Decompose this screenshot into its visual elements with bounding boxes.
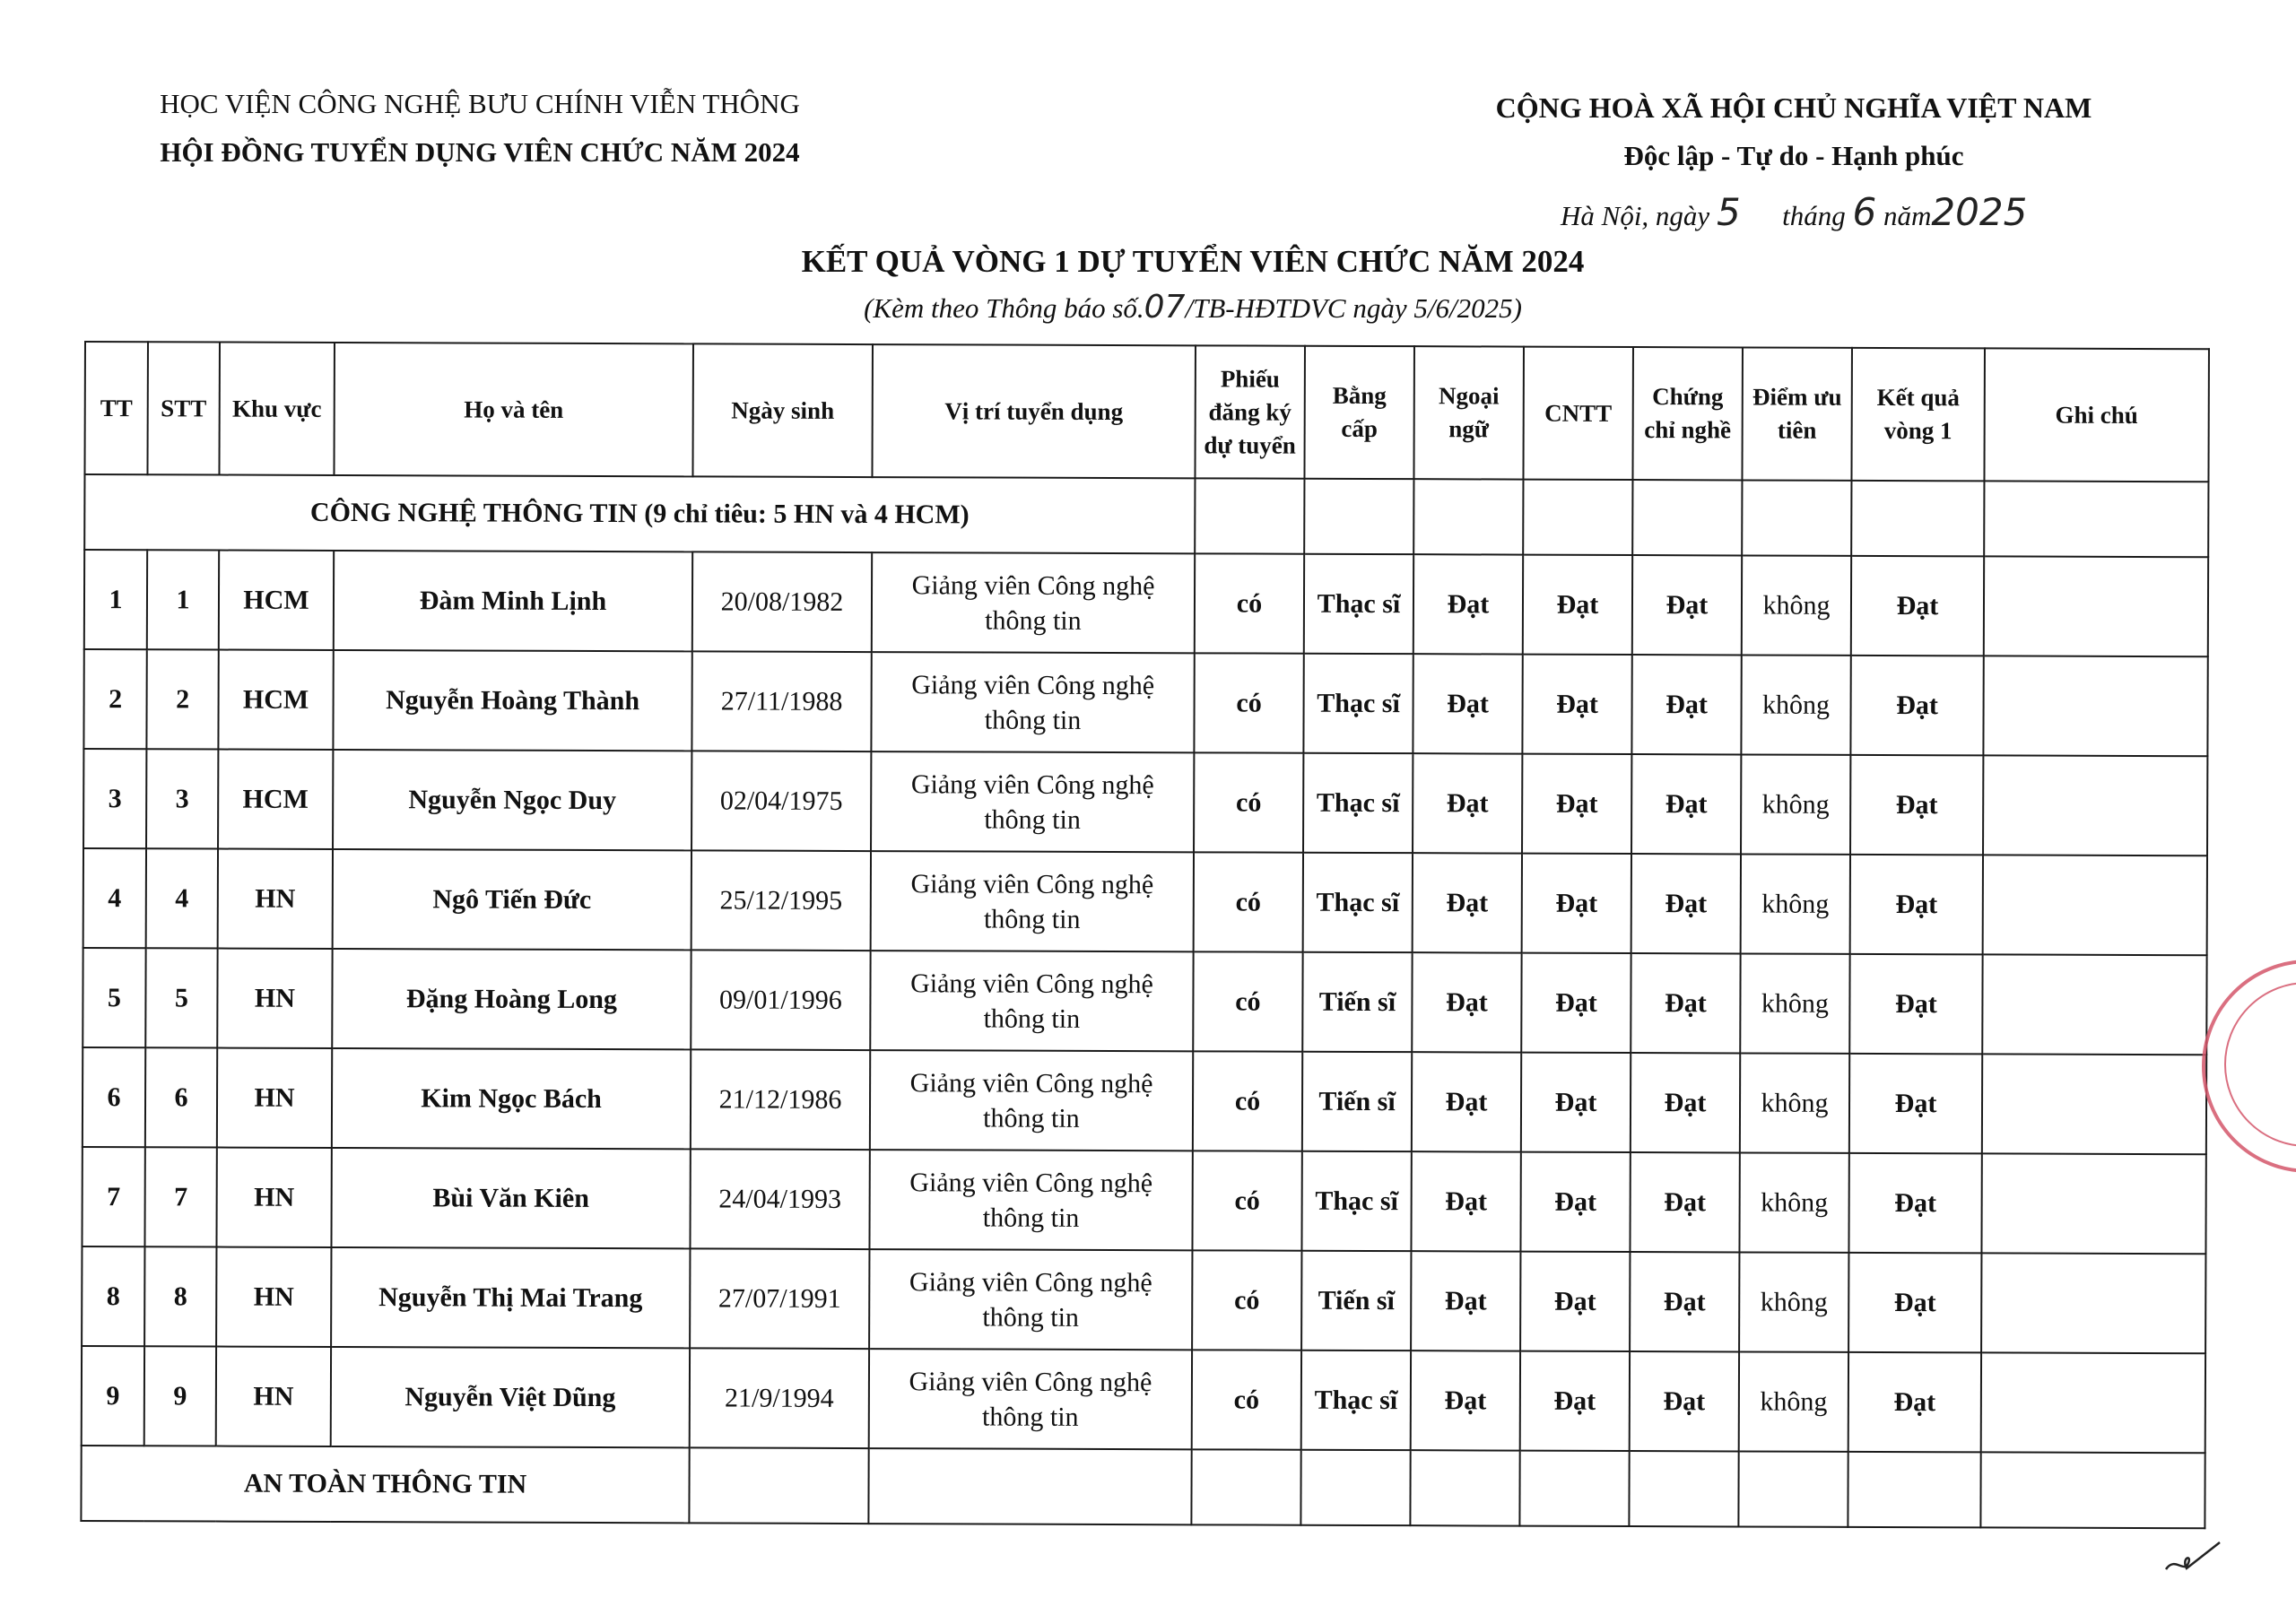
cell-note xyxy=(1983,855,2207,955)
position-line2: thông tin xyxy=(983,1003,1081,1034)
cell-certificate: Đạt xyxy=(1631,655,1741,754)
cell-position xyxy=(869,1249,1192,1350)
cell-result: Đạt xyxy=(1850,656,1983,756)
col-it: CNTT xyxy=(1523,347,1633,480)
position-line2: thông tin xyxy=(982,1203,1080,1233)
cell-name: Nguyễn Ngọc Duy xyxy=(333,750,691,850)
notice-number: 07 xyxy=(1144,289,1186,326)
position-line2: thông tin xyxy=(981,1402,1079,1432)
position-line2: thông tin xyxy=(982,1302,1080,1333)
col-certificate-l1: Chứng xyxy=(1652,383,1724,411)
cell-certificate: Đạt xyxy=(1631,854,1741,953)
cell-degree: Tiến sĩ xyxy=(1302,952,1412,1052)
cell-it: Đạt xyxy=(1522,754,1631,854)
cell-certificate: Đạt xyxy=(1631,953,1740,1053)
cell-position xyxy=(869,1349,1192,1449)
cell-region: HCM xyxy=(219,551,334,650)
cell-note xyxy=(1983,755,2207,855)
cell-language: Đạt xyxy=(1413,853,1522,952)
cell-it: Đạt xyxy=(1520,1252,1630,1351)
table-row xyxy=(84,550,2208,656)
results-table xyxy=(80,341,2210,1529)
cell-region: HN xyxy=(216,1148,331,1247)
table-row xyxy=(83,649,2207,756)
cell-degree: Thạc sĩ xyxy=(1303,853,1413,952)
date-prefix: Hà Nội, ngày xyxy=(1561,200,1710,231)
col-certificate xyxy=(1632,347,1743,480)
cell-degree: Thạc sĩ xyxy=(1301,1350,1411,1450)
cell-tt: 4 xyxy=(83,848,146,948)
cell-result: Đạt xyxy=(1848,1153,1981,1254)
cell-form: có xyxy=(1193,951,1302,1051)
table-row xyxy=(83,948,2206,1055)
cell-form: có xyxy=(1193,1051,1302,1151)
cell-it: Đạt xyxy=(1521,953,1631,1053)
cell-name: Ngô Tiến Đức xyxy=(333,849,691,950)
cell-note xyxy=(1983,656,2207,756)
position-line1: Giảng viên Công nghệ xyxy=(910,968,1153,999)
cell-it: Đạt xyxy=(1522,854,1631,953)
table-row xyxy=(82,1346,2205,1453)
section-title: AN TOÀN THÔNG TIN xyxy=(81,1446,689,1523)
cell-priority: không xyxy=(1740,953,1849,1053)
col-result-l2: vòng 1 xyxy=(1883,417,1952,445)
cell-tt: 7 xyxy=(82,1147,144,1246)
cell-degree: Thạc sĩ xyxy=(1303,654,1413,753)
cell-language: Đạt xyxy=(1412,1052,1521,1151)
col-form-l2: đăng ký xyxy=(1208,397,1292,426)
col-result xyxy=(1851,348,1985,482)
subtitle-suffix: /TB-HĐTDVC ngày 5/6/2025) xyxy=(1185,292,1522,324)
cell-tt: 2 xyxy=(83,649,146,749)
cell-dob: 24/04/1993 xyxy=(690,1149,869,1249)
table-row xyxy=(83,1047,2206,1154)
cell-stt: 6 xyxy=(145,1047,217,1147)
cell-certificate: Đạt xyxy=(1632,555,1742,655)
cell-language: Đạt xyxy=(1412,952,1521,1052)
cell-degree: Thạc sĩ xyxy=(1303,753,1413,853)
cell-dob: 21/9/1994 xyxy=(690,1348,869,1448)
cell-language: Đạt xyxy=(1411,1151,1520,1251)
cell-language: Đạt xyxy=(1411,1350,1520,1450)
col-stt: STT xyxy=(147,342,220,474)
cell-form: có xyxy=(1195,553,1304,653)
cell-priority: không xyxy=(1740,1053,1849,1152)
col-language xyxy=(1413,346,1524,479)
section-row-it xyxy=(84,474,2208,557)
cell-priority: không xyxy=(1741,854,1850,953)
col-tt: TT xyxy=(84,342,148,474)
col-degree-l1: Bằng xyxy=(1332,381,1387,410)
cell-it: Đạt xyxy=(1522,655,1631,754)
cell-name: Đàm Minh Lịnh xyxy=(334,551,692,651)
col-form-l1: Phiếu xyxy=(1220,364,1280,393)
cell-form: có xyxy=(1192,1350,1301,1449)
table-row xyxy=(82,1246,2205,1353)
document-subtitle xyxy=(628,289,1758,326)
cell-priority: không xyxy=(1741,754,1850,854)
date-month-label: tháng xyxy=(1782,200,1846,231)
cell-position xyxy=(872,552,1195,653)
cell-certificate: Đạt xyxy=(1630,1252,1739,1351)
cell-tt: 8 xyxy=(82,1246,144,1346)
col-degree xyxy=(1304,346,1414,479)
cell-region: HCM xyxy=(218,650,333,750)
cell-stt: 3 xyxy=(146,749,218,848)
position-line1: Giảng viên Công nghệ xyxy=(911,669,1155,700)
cell-region: HN xyxy=(216,1247,331,1347)
cell-language: Đạt xyxy=(1411,1251,1520,1350)
cell-it: Đạt xyxy=(1521,1053,1631,1152)
cell-tt: 1 xyxy=(84,550,147,649)
position-line1: Giảng viên Công nghệ xyxy=(910,769,1154,800)
cell-tt: 9 xyxy=(82,1346,144,1446)
cell-note xyxy=(1984,556,2208,656)
cell-certificate: Đạt xyxy=(1631,1053,1740,1152)
cell-region: HCM xyxy=(218,750,333,849)
position-line2: thông tin xyxy=(983,904,1081,934)
cell-name: Bùi Văn Kiên xyxy=(331,1148,690,1248)
cell-form: có xyxy=(1194,752,1303,852)
cell-degree: Thạc sĩ xyxy=(1304,554,1413,654)
cell-result: Đạt xyxy=(1848,1352,1981,1453)
cell-result: Đạt xyxy=(1849,954,1982,1055)
subtitle-prefix: (Kèm theo Thông báo số. xyxy=(864,292,1144,324)
cell-result: Đạt xyxy=(1850,855,1983,955)
cell-form: có xyxy=(1192,1250,1301,1350)
position-line1: Giảng viên Công nghệ xyxy=(909,1167,1153,1198)
position-line1: Giảng viên Công nghệ xyxy=(909,1266,1152,1298)
col-form xyxy=(1195,345,1305,478)
cell-note xyxy=(1981,1352,2205,1453)
date-day: 5 xyxy=(1716,190,1741,234)
national-motto: Độc lập - Tự do - Hạnh phúc xyxy=(1623,140,1964,171)
cell-position xyxy=(871,751,1194,852)
col-region: Khu vực xyxy=(219,343,335,475)
issuer-name: HỌC VIỆN CÔNG NGHỆ BƯU CHÍNH VIỄN THÔNG xyxy=(160,88,800,119)
cell-priority: không xyxy=(1741,655,1850,754)
cell-dob: 20/08/1982 xyxy=(692,551,872,652)
position-line2: thông tin xyxy=(984,705,1082,735)
cell-priority: không xyxy=(1739,1152,1848,1252)
cell-priority: không xyxy=(1739,1351,1848,1451)
cell-language: Đạt xyxy=(1413,554,1523,654)
col-language-l1: Ngoại xyxy=(1438,382,1500,410)
cell-name: Nguyễn Hoàng Thành xyxy=(333,650,691,751)
cell-stt: 4 xyxy=(146,848,218,948)
cell-name: Đặng Hoàng Long xyxy=(332,949,691,1049)
position-line1: Giảng viên Công nghệ xyxy=(911,569,1155,601)
header-row xyxy=(84,342,2209,482)
table-row xyxy=(83,848,2207,955)
cell-language: Đạt xyxy=(1413,654,1522,753)
cell-dob: 27/11/1988 xyxy=(691,651,871,751)
document-title: KẾT QUẢ VÒNG 1 DỰ TUYỂN VIÊN CHỨC NĂM 2024 xyxy=(801,244,1585,279)
cell-priority: không xyxy=(1739,1252,1848,1351)
signature-mark xyxy=(2161,1538,2224,1578)
cell-form: có xyxy=(1194,653,1303,752)
country-name: CỘNG HOÀ XÃ HỘI CHỦ NGHĨA VIỆT NAM xyxy=(1495,91,2092,124)
cell-name: Kim Ngọc Bách xyxy=(332,1048,691,1149)
col-name: Họ và tên xyxy=(334,343,693,476)
cell-stt: 9 xyxy=(144,1346,216,1446)
cell-it: Đạt xyxy=(1523,555,1632,655)
cell-note xyxy=(1982,1054,2206,1154)
section-row-infosec xyxy=(81,1446,2205,1528)
cell-certificate: Đạt xyxy=(1630,1152,1739,1252)
cell-name: Nguyễn Việt Dũng xyxy=(331,1347,690,1447)
cell-dob: 27/07/1991 xyxy=(690,1248,869,1349)
table-row xyxy=(83,749,2207,855)
cell-degree: Tiến sĩ xyxy=(1302,1052,1412,1151)
cell-tt: 3 xyxy=(83,749,146,848)
cell-stt: 2 xyxy=(146,649,218,749)
cell-position xyxy=(871,851,1194,951)
cell-region: HN xyxy=(216,1347,331,1446)
table-row xyxy=(82,1147,2205,1254)
col-position: Vị trí tuyển dụng xyxy=(872,344,1196,478)
cell-name: Nguyễn Thị Mai Trang xyxy=(331,1247,690,1348)
cell-language: Đạt xyxy=(1413,753,1522,853)
date-month: 6 xyxy=(1852,190,1877,234)
cell-form: có xyxy=(1194,852,1303,951)
council-name: HỘI ĐỒNG TUYỂN DỤNG VIÊN CHỨC NĂM 2024 xyxy=(160,136,800,168)
cell-note xyxy=(1982,954,2206,1055)
position-line1: Giảng viên Công nghệ xyxy=(909,1366,1152,1397)
cell-position xyxy=(870,951,1193,1051)
cell-region: HN xyxy=(217,949,332,1048)
col-priority-l1: Điểm ưu xyxy=(1752,383,1842,411)
position-line2: thông tin xyxy=(983,1103,1080,1133)
cell-position xyxy=(869,1150,1192,1250)
position-line2: thông tin xyxy=(984,804,1081,835)
section-title: CÔNG NGHỆ THÔNG TIN (9 chỉ tiêu: 5 HN và 4 HCM) xyxy=(84,474,1195,553)
date-line xyxy=(1561,190,2027,234)
cell-position xyxy=(870,1050,1193,1151)
cell-certificate: Đạt xyxy=(1630,1351,1739,1451)
cell-result: Đạt xyxy=(1851,556,1984,656)
cell-dob: 21/12/1986 xyxy=(691,1049,870,1150)
cell-stt: 8 xyxy=(144,1246,216,1346)
cell-stt: 5 xyxy=(145,948,217,1047)
cell-note xyxy=(1981,1153,2205,1254)
cell-certificate: Đạt xyxy=(1631,754,1741,854)
cell-stt: 1 xyxy=(147,550,219,649)
cell-result: Đạt xyxy=(1850,755,1983,855)
cell-degree: Tiến sĩ xyxy=(1301,1251,1411,1350)
cell-stt: 7 xyxy=(144,1147,216,1246)
position-line1: Giảng viên Công nghệ xyxy=(909,1067,1153,1099)
cell-result: Đạt xyxy=(1848,1253,1981,1353)
cell-result: Đạt xyxy=(1849,1054,1982,1154)
data-rows xyxy=(82,550,2208,1453)
cell-dob: 09/01/1996 xyxy=(691,950,870,1050)
position-line2: thông tin xyxy=(985,605,1082,636)
cell-region: HN xyxy=(217,1048,332,1148)
cell-degree: Thạc sĩ xyxy=(1301,1151,1411,1251)
cell-region: HN xyxy=(218,849,333,949)
col-degree-l2: cấp xyxy=(1341,414,1378,443)
col-dob: Ngày sinh xyxy=(692,343,873,477)
position-line1: Giảng viên Công nghệ xyxy=(910,868,1154,899)
cell-it: Đạt xyxy=(1520,1351,1630,1451)
cell-tt: 6 xyxy=(83,1047,145,1147)
cell-form: có xyxy=(1192,1151,1301,1250)
cell-priority: không xyxy=(1742,555,1851,655)
col-language-l2: ngữ xyxy=(1448,415,1490,443)
cell-dob: 02/04/1975 xyxy=(691,751,871,851)
date-year: 2025 xyxy=(1931,190,2028,234)
col-priority-l2: tiên xyxy=(1777,416,1817,444)
col-note: Ghi chú xyxy=(1984,348,2209,482)
col-form-l3: dự tuyển xyxy=(1204,430,1296,459)
cell-tt: 5 xyxy=(83,948,145,1047)
col-result-l1: Kết quả xyxy=(1876,383,1960,412)
cell-dob: 25/12/1995 xyxy=(691,850,871,951)
date-year-label: năm xyxy=(1883,200,1932,231)
col-certificate-l2: chỉ nghề xyxy=(1644,416,1732,444)
col-priority xyxy=(1742,347,1852,480)
cell-position xyxy=(871,652,1194,752)
cell-it: Đạt xyxy=(1520,1152,1630,1252)
cell-note xyxy=(1981,1253,2205,1353)
